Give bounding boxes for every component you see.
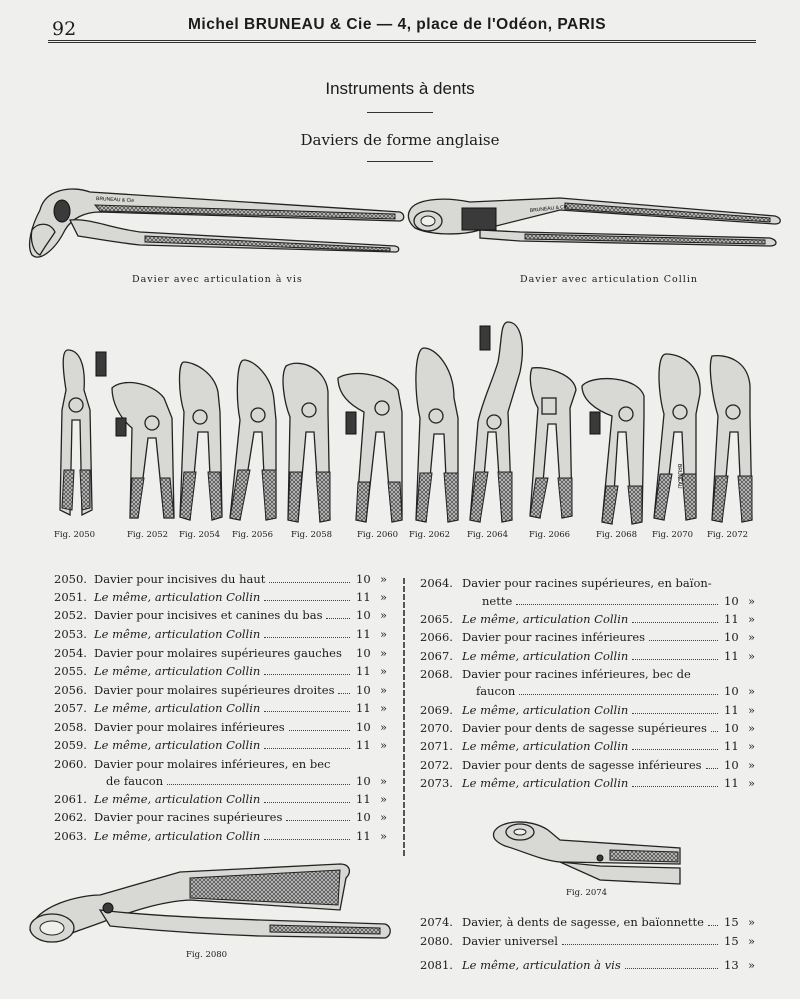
dot-leader bbox=[264, 637, 350, 638]
forceps-collin-joint-illustration bbox=[408, 198, 780, 246]
dot-leader bbox=[632, 659, 718, 660]
fig-label: Fig. 2058 bbox=[291, 530, 333, 540]
fig-label: Fig. 2068 bbox=[596, 530, 638, 540]
dot-leader bbox=[264, 711, 350, 712]
forceps-row-illustration bbox=[60, 322, 752, 524]
forceps-screw-joint-illustration bbox=[30, 189, 404, 257]
fig-label: Fig. 2050 bbox=[54, 530, 96, 540]
dot-leader bbox=[706, 768, 718, 769]
forceps-2074-illustration bbox=[493, 822, 680, 884]
dot-leader bbox=[338, 693, 350, 694]
fig-label: Fig. 2074 bbox=[566, 888, 608, 898]
fig-label: Fig. 2070 bbox=[652, 530, 694, 540]
dot-leader bbox=[289, 730, 350, 731]
fig-label: Fig. 2056 bbox=[232, 530, 274, 540]
dot-leader bbox=[632, 622, 718, 623]
dot-leader bbox=[269, 582, 350, 583]
collin-forceps-engraving: BRUNEAU & Cie bbox=[529, 204, 569, 214]
dot-leader bbox=[167, 784, 350, 785]
fig-label: Fig. 2062 bbox=[409, 530, 451, 540]
dot-leader bbox=[264, 839, 350, 840]
dot-leader bbox=[326, 618, 350, 619]
dot-leader bbox=[632, 749, 718, 750]
fig-label: Fig. 2066 bbox=[529, 530, 571, 540]
caption-collin-joint: Davier avec articulation Collin bbox=[520, 274, 698, 285]
caption-screw-joint: Davier avec articulation à vis bbox=[132, 274, 303, 285]
dot-leader bbox=[264, 674, 350, 675]
page-title: Instruments à dents bbox=[325, 79, 475, 98]
row-forceps-engraving: BRUNEAU bbox=[676, 464, 682, 489]
dot-leader bbox=[632, 786, 718, 787]
fig-label: Fig. 2072 bbox=[707, 530, 749, 540]
fig-label: Fig. 2052 bbox=[127, 530, 169, 540]
fig-label: Fig. 2060 bbox=[357, 530, 399, 540]
dot-leader bbox=[711, 731, 718, 732]
fig-label: Fig. 2080 bbox=[186, 950, 228, 960]
dot-leader bbox=[562, 944, 718, 945]
dot-leader bbox=[516, 604, 718, 605]
dot-leader bbox=[286, 820, 350, 821]
dot-leader bbox=[519, 694, 718, 695]
running-header: Michel BRUNEAU & Cie — 4, place de l'Odéon, PARIS bbox=[188, 16, 607, 33]
screw-forceps-engraving: BRUNEAU & Cie bbox=[95, 196, 135, 204]
dot-leader bbox=[264, 802, 350, 803]
page-number: 92 bbox=[52, 18, 77, 40]
fig-label: Fig. 2064 bbox=[467, 530, 509, 540]
section-subtitle: Daviers de forme anglaise bbox=[300, 131, 500, 149]
dot-leader bbox=[649, 640, 718, 641]
dot-leader bbox=[264, 600, 350, 601]
dot-leader bbox=[632, 713, 718, 714]
dot-leader bbox=[625, 968, 718, 969]
dot-leader bbox=[708, 925, 718, 926]
fig-label: Fig. 2054 bbox=[179, 530, 221, 540]
dot-leader bbox=[264, 748, 350, 749]
forceps-2080-illustration bbox=[30, 864, 390, 942]
